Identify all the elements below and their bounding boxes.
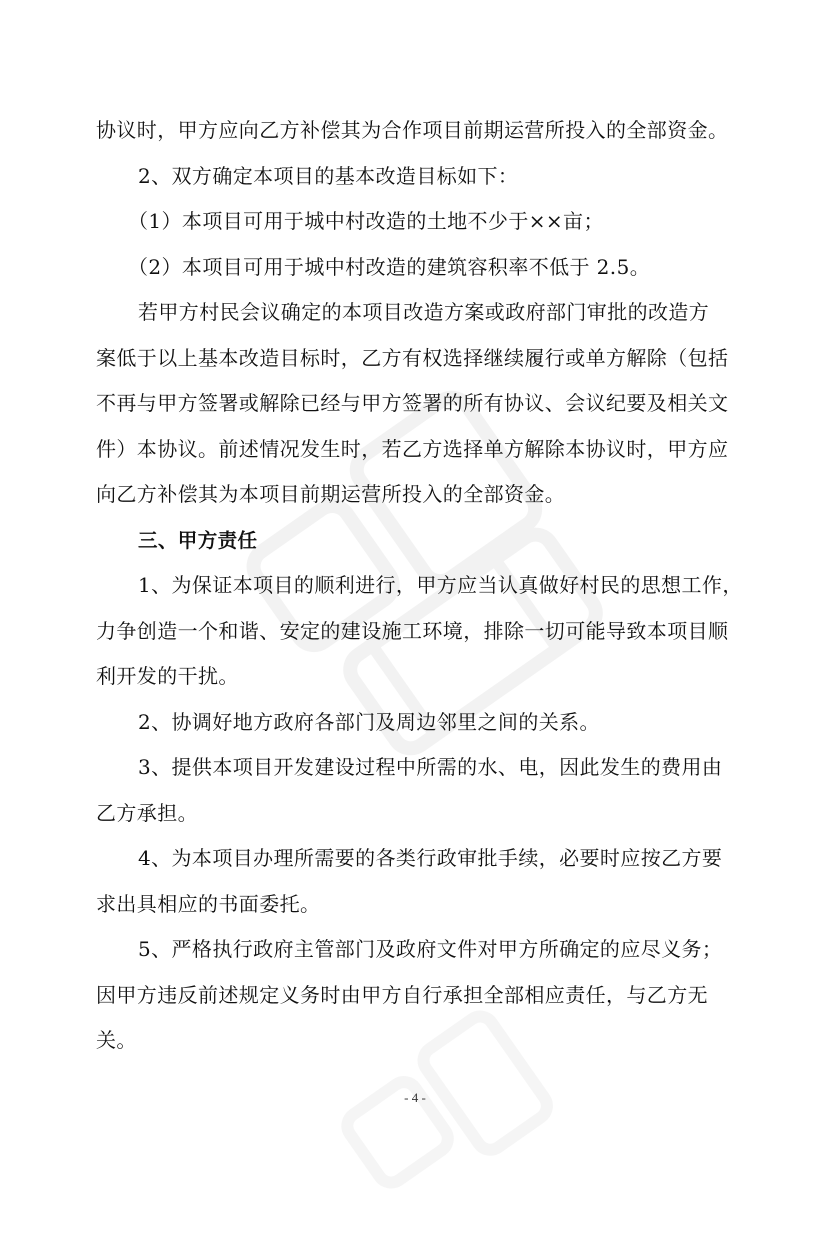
page-number: - 4 - xyxy=(404,1090,426,1105)
text-line: 向乙方补偿其为本项目前期运营所投入的全部资金。 xyxy=(96,482,566,506)
text-line: 1、为保证本项目的顺利进行，甲方应当认真做好村民的思想工作， xyxy=(138,573,743,597)
text-line: 力争创造一个和谐、安定的建设施工环境，排除一切可能导致本项目顺 xyxy=(96,618,729,643)
text-line: 不再与甲方签署或解除已经与甲方签署的所有协议、会议纪要及相关文 xyxy=(96,391,729,415)
text-line: 4、为本项目办理所需要的各类行政审批手续，必要时应按乙方要 xyxy=(138,846,723,870)
text-line: 求出具相应的书面委托。 xyxy=(96,891,321,916)
text-line: 5、严格执行政府主管部门及政府文件对甲方所确定的应尽义务； xyxy=(138,937,723,961)
text-line: （2）本项目可用于城中村改造的建筑容积率不低于 2.5。 xyxy=(128,254,651,279)
text-line: 3、提供本项目开发建设过程中所需的水、电，因此发生的费用由 xyxy=(138,755,723,779)
text-line: 因甲方违反前述规定义务时由甲方自行承担全部相应责任，与乙方无 xyxy=(96,982,708,1007)
text-line: 协议时，甲方应向乙方补偿其为合作项目前期运营所投入的全部资金。 xyxy=(96,118,729,142)
section-heading: 三、甲方责任 xyxy=(138,528,258,552)
text-line: 案低于以上基本改造目标时，乙方有权选择继续履行或单方解除（包括 xyxy=(96,345,729,370)
text-line: 关。 xyxy=(96,1028,137,1052)
text-line: （1）本项目可用于城中村改造的土地不少于××亩； xyxy=(128,209,604,233)
text-line: 2、协调好地方政府各部门及周边邻里之间的关系。 xyxy=(138,709,600,734)
text-line: 2、双方确定本项目的基本改造目标如下： xyxy=(138,163,519,188)
text-line: 若甲方村民会议确定的本项目改造方案或政府部门审批的改造方 xyxy=(138,300,710,324)
text-line: 乙方承担。 xyxy=(96,800,198,825)
document-body xyxy=(96,108,744,1064)
text-line: 利开发的干扰。 xyxy=(96,664,239,688)
text-line: 件）本协议。前述情况发生时，若乙方选择单方解除本协议时，甲方应 xyxy=(96,436,729,461)
